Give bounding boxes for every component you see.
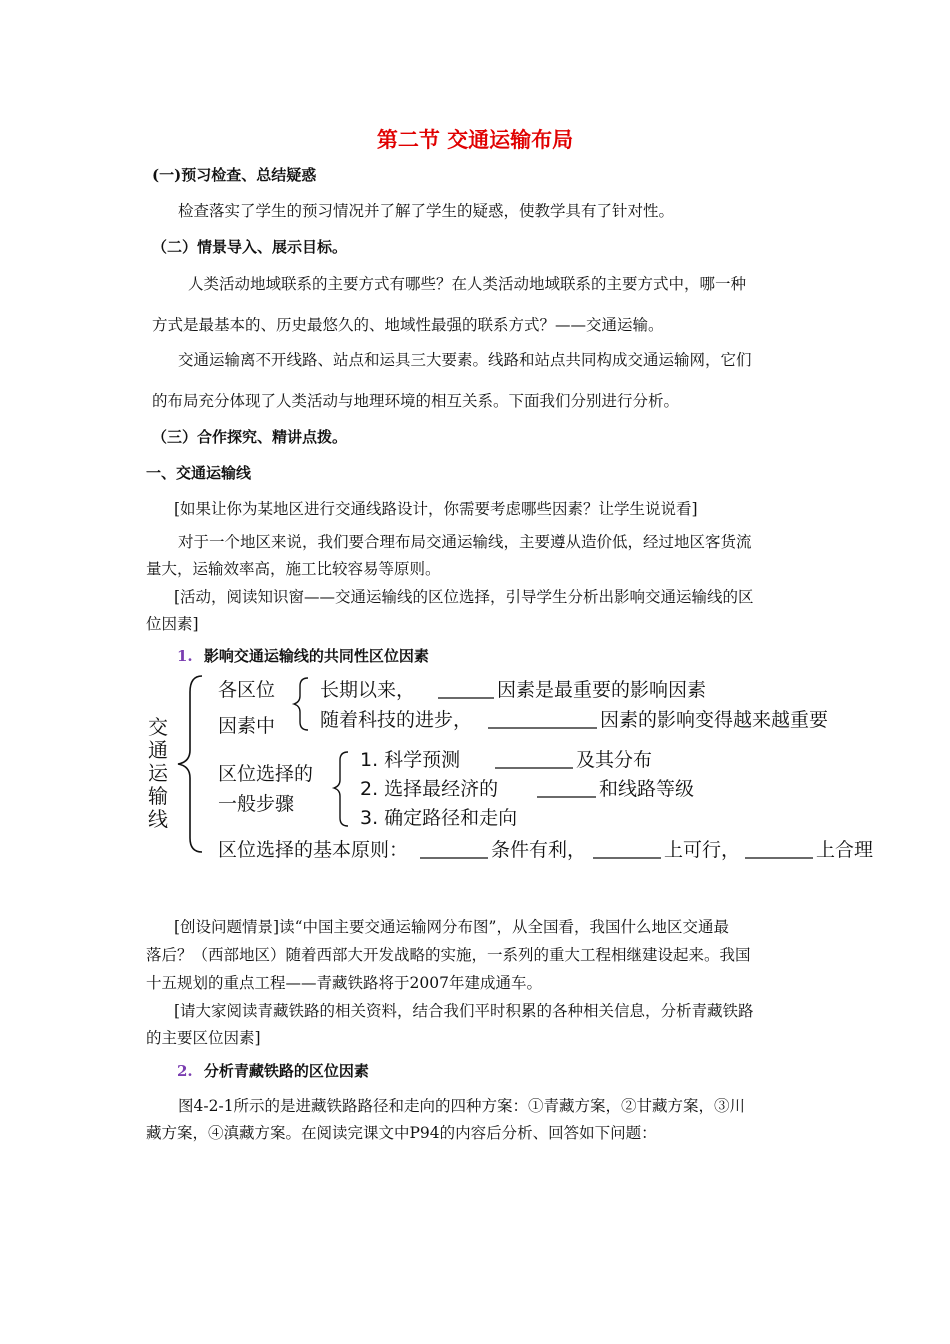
vertical-label-char: 输: [148, 784, 168, 808]
diagram-text: 3. 确定路径和走向: [360, 807, 518, 829]
paragraph-line: 对于一个地区来说，我们要合理布局交通运输线，主要遵从造价低，经过地区客货流: [178, 533, 752, 551]
knowledge-diagram: [140, 672, 880, 862]
list-item-text: 分析青藏铁路的区位因素: [203, 1062, 369, 1080]
diagram-text: 上可行，: [664, 839, 741, 861]
diagram-text: 因素是最重要的影响因素: [497, 679, 707, 701]
list-item-heading: [177, 1060, 369, 1081]
group-label: 各区位: [218, 679, 276, 701]
paragraph-line: [活动，阅读知识窗——交通运输线的区位选择，引导学生分析出影响交通运输线的区: [174, 588, 754, 606]
diagram-text: 区位选择的基本原则：: [218, 839, 409, 861]
paragraph-line: 人类活动地域联系的主要方式有哪些？在人类活动地域联系的主要方式中，哪一种: [188, 275, 747, 293]
diagram-text: 因素的影响变得越来越重要: [600, 709, 829, 731]
group-label: 区位选择的: [218, 763, 314, 785]
section-heading-explore: （三）合作探究、精讲点拨。: [152, 428, 348, 446]
vertical-label-char: 线: [148, 807, 168, 831]
section-heading-preview: (一)预习检查、总结疑惑: [152, 166, 317, 184]
paragraph-line: [如果让你为某地区进行交通线路设计，你需要考虑哪些因素？让学生说说看]: [174, 500, 698, 518]
diagram-text: 条件有利，: [491, 839, 587, 861]
diagram-text: 2. 选择最经济的: [360, 778, 499, 800]
list-item-heading: [177, 645, 429, 666]
paragraph-line: 十五规划的重点工程——青藏铁路将于2007年建成通车。: [146, 974, 542, 992]
section-heading-intro: （二）情景导入、展示目标。: [152, 238, 348, 256]
paragraph-line: 量大，运输效率高，施工比较容易等原则。: [146, 560, 441, 578]
subsection-heading: 一、交通运输线: [146, 464, 252, 482]
group-brace: [334, 752, 348, 826]
list-item-text: 影响交通运输线的共同性区位因素: [203, 647, 429, 665]
diagram-text: 及其分布: [576, 749, 653, 771]
diagram-text: 随着科技的进步，: [320, 709, 473, 731]
main-brace: [178, 676, 202, 852]
list-number: 1.: [177, 647, 193, 665]
vertical-label-char: 运: [148, 761, 168, 785]
paragraph-line: 方式是最基本的、历史最悠久的、地域性最强的联系方式？——交通运输。: [152, 316, 664, 334]
diagram-text: 1. 科学预测: [360, 749, 461, 771]
diagram-text: 和线路等级: [599, 778, 695, 800]
paragraph-line: 交通运输离不开线路、站点和运具三大要素。线路和站点共同构成交通运输网，它们: [178, 351, 752, 369]
paragraph-line: 落后？（西部地区）随着西部大开发战略的实施，一系列的重大工程相继建设起来。我国: [146, 946, 751, 964]
paragraph-line: [请大家阅读青藏铁路的相关资料，结合我们平时积累的各种相关信息，分析青藏铁路: [174, 1002, 754, 1020]
paragraph-line: 藏方案，④滇藏方案。在阅读完课文中P94的内容后分析、回答如下问题：: [146, 1124, 657, 1142]
paragraph-line: 的主要区位因素]: [146, 1029, 261, 1047]
paragraph-line: 位因素]: [146, 615, 199, 633]
vertical-label-char: 交: [148, 715, 168, 739]
diagram-text: 长期以来，: [320, 679, 416, 701]
paragraph: 检查落实了学生的预习情况并了解了学生的疑惑，使教学具有了针对性。: [178, 202, 675, 220]
diagram-text: 上合理: [816, 839, 874, 861]
group-label: 因素中: [218, 715, 276, 737]
group-label: 一般步骤: [218, 793, 295, 815]
paragraph-line: 的布局充分体现了人类活动与地理环境的相互关系。下面我们分别进行分析。: [152, 392, 680, 410]
vertical-label-char: 通: [148, 738, 168, 762]
group-brace: [294, 678, 308, 730]
list-number: 2.: [177, 1062, 193, 1080]
paragraph-line: 图4-2-1所示的是进藏铁路路径和走向的四种方案：①青藏方案，②甘藏方案，③川: [178, 1097, 746, 1115]
paragraph-line: [创设问题情景]读“中国主要交通运输网分布图”，从全国看，我国什么地区交通最: [174, 918, 729, 936]
page-title: 第二节 交通运输布局: [376, 127, 574, 152]
